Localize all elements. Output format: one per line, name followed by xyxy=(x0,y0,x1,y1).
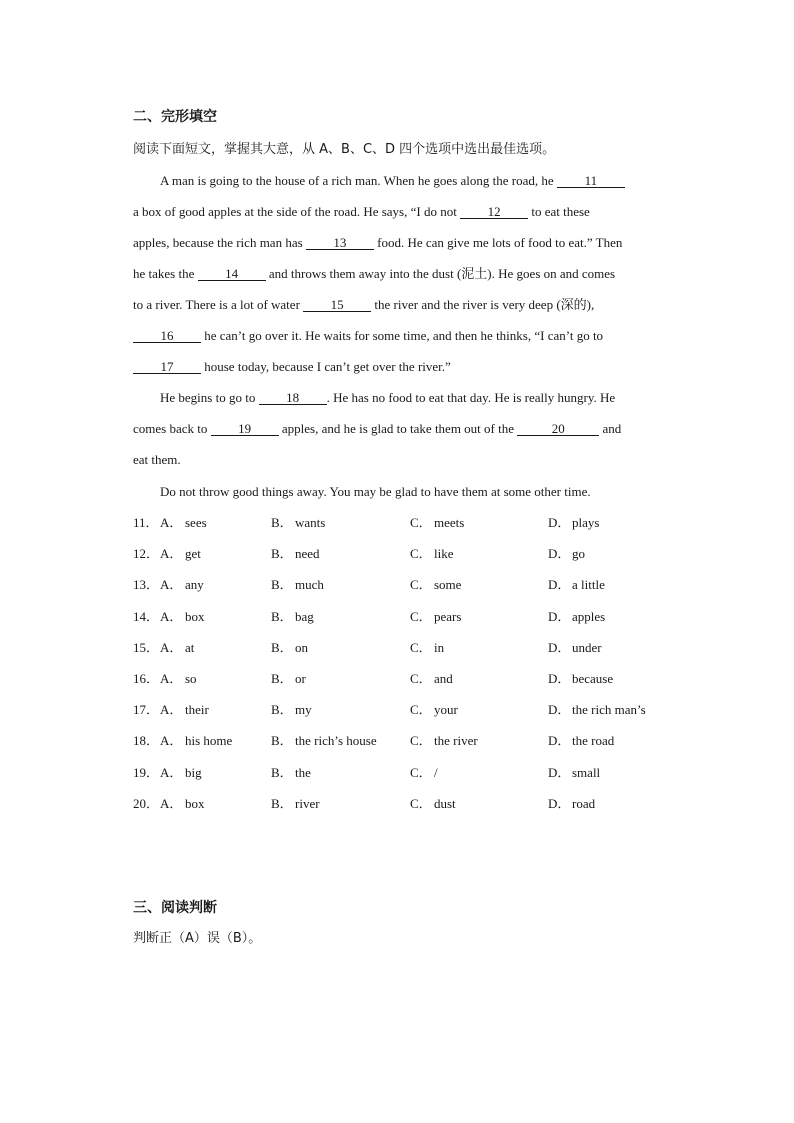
option-text-b: the xyxy=(295,765,311,780)
passage-line-11 xyxy=(133,482,700,502)
passage-text: he can’t go over it. He waits for some time, and then he thinks, “I can’t go to xyxy=(201,328,604,343)
option-letter-d: D． xyxy=(548,577,571,592)
passage-line-5 xyxy=(133,295,673,315)
option-letter-d: D． xyxy=(548,796,571,811)
option-letter-d: D． xyxy=(548,671,571,686)
option-letter-d: D． xyxy=(548,515,571,530)
option-text-a: box xyxy=(185,609,205,624)
passage-text: and xyxy=(599,421,622,436)
passage-line-1 xyxy=(133,171,700,191)
option-text-b: the rich’s house xyxy=(295,733,377,748)
blank-20: 20 xyxy=(517,422,599,436)
option-text-c: pears xyxy=(434,609,462,624)
option-letter-b: B． xyxy=(271,546,293,561)
blank-18: 18 xyxy=(259,391,327,405)
option-text-c: the river xyxy=(434,733,478,748)
question-number: 13． xyxy=(133,577,160,592)
passage-text: he takes the xyxy=(133,266,198,281)
section-title-cloze: 二、完形填空 xyxy=(133,109,217,125)
option-letter-b: B． xyxy=(271,671,293,686)
option-letter-a: A． xyxy=(160,765,183,780)
option-text-b: much xyxy=(295,577,324,592)
option-letter-c: C． xyxy=(410,577,432,592)
option-letter-c: C． xyxy=(410,546,432,561)
question-number: 15． xyxy=(133,640,160,655)
option-text-a: at xyxy=(185,640,195,655)
passage-text: . He has no food to eat that day. He is really hungry. He xyxy=(326,390,616,405)
passage-line-9 xyxy=(133,419,673,439)
passage-text: food. He can give me lots of food to eat.” Then xyxy=(373,235,623,250)
passage-line-2 xyxy=(133,202,673,222)
blank-11: 11 xyxy=(557,174,625,188)
option-text-d: the road xyxy=(572,733,615,748)
option-letter-d: D． xyxy=(548,702,571,717)
option-text-d: plays xyxy=(572,515,600,530)
option-letter-b: B． xyxy=(271,515,293,530)
option-text-c: dust xyxy=(434,796,456,811)
passage-text: comes back to xyxy=(133,421,211,436)
option-text-d: under xyxy=(572,640,602,655)
option-text-a: box xyxy=(185,796,205,811)
section-instruction-cloze: 阅读下面短文，掌握其大意，从 A、B、C、D 四个选项中选出最佳选项。 xyxy=(133,142,556,157)
option-text-d: small xyxy=(572,765,601,780)
option-letter-b: B． xyxy=(271,702,293,717)
passage-line-4 xyxy=(133,264,673,284)
option-letter-a: A． xyxy=(160,515,183,530)
option-letter-c: C． xyxy=(410,702,432,717)
option-text-b: river xyxy=(295,796,320,811)
question-row-15 xyxy=(133,638,673,658)
passage-text: apples, and he is glad to take them out of the xyxy=(278,421,518,436)
blank-14: 14 xyxy=(198,267,266,281)
option-letter-b: B． xyxy=(271,577,293,592)
passage-text: a box of good apples at the side of the road. He says, “I do not xyxy=(133,204,461,219)
passage-text: and throws them away into the dust (泥土). He goes on and comes xyxy=(265,266,616,281)
option-text-c: / xyxy=(434,765,438,780)
section-instruction-reading-judgment: 判断正（A）误（B）。 xyxy=(133,931,262,946)
option-text-c: your xyxy=(434,702,458,717)
question-number: 18． xyxy=(133,733,160,748)
option-letter-c: C． xyxy=(410,515,432,530)
question-number: 17． xyxy=(133,702,160,717)
option-text-a: so xyxy=(185,671,197,686)
option-text-c: some xyxy=(434,577,462,592)
option-letter-b: B． xyxy=(271,733,293,748)
passage-line-7 xyxy=(133,357,673,377)
option-text-d: go xyxy=(572,546,585,561)
blank-16: 16 xyxy=(133,329,201,343)
question-row-13 xyxy=(133,575,673,595)
option-letter-a: A． xyxy=(160,733,183,748)
blank-19: 19 xyxy=(211,422,279,436)
section-title-reading-judgment: 三、阅读判断 xyxy=(133,900,217,916)
passage-line-6 xyxy=(133,326,673,346)
option-letter-c: C． xyxy=(410,765,432,780)
question-row-14 xyxy=(133,607,673,627)
question-number: 14． xyxy=(133,609,160,624)
passage-text: Do not throw good things away. You may be glad to have them at some other time. xyxy=(160,484,591,499)
question-number: 19． xyxy=(133,765,160,780)
option-letter-b: B． xyxy=(271,609,293,624)
blank-17: 17 xyxy=(133,360,201,374)
option-text-d: a little xyxy=(572,577,605,592)
option-text-a: their xyxy=(185,702,209,717)
option-text-b: need xyxy=(295,546,320,561)
option-text-d: because xyxy=(572,671,614,686)
option-text-a: any xyxy=(185,577,204,592)
option-letter-d: D． xyxy=(548,640,571,655)
question-row-18 xyxy=(133,731,673,751)
option-letter-a: A． xyxy=(160,546,183,561)
question-number: 20． xyxy=(133,796,160,811)
option-letter-b: B． xyxy=(271,765,293,780)
option-letter-c: C． xyxy=(410,733,432,748)
passage-text: the river and the river is very deep (深的), xyxy=(371,297,595,312)
blank-12: 12 xyxy=(460,205,528,219)
question-row-12 xyxy=(133,544,673,564)
option-letter-b: B． xyxy=(271,640,293,655)
passage-line-3 xyxy=(133,233,673,253)
question-row-11 xyxy=(133,513,673,533)
option-text-b: wants xyxy=(295,515,326,530)
option-letter-a: A． xyxy=(160,577,183,592)
question-row-17 xyxy=(133,700,673,720)
option-letter-a: A． xyxy=(160,671,183,686)
question-number: 11． xyxy=(133,515,159,530)
question-row-20 xyxy=(133,794,673,814)
option-text-c: in xyxy=(434,640,445,655)
option-text-a: get xyxy=(185,546,201,561)
passage-line-10 xyxy=(133,450,673,470)
question-row-16 xyxy=(133,669,673,689)
option-text-d: the rich man’s xyxy=(572,702,646,717)
question-number: 12． xyxy=(133,546,160,561)
question-number: 16． xyxy=(133,671,160,686)
option-letter-a: A． xyxy=(160,640,183,655)
option-letter-d: D． xyxy=(548,609,571,624)
option-letter-c: C． xyxy=(410,671,432,686)
blank-15: 15 xyxy=(303,298,371,312)
option-text-a: his home xyxy=(185,733,233,748)
passage-text: to eat these xyxy=(528,204,590,219)
option-text-b: or xyxy=(295,671,306,686)
passage-text: house today, because I can’t get over the river.” xyxy=(201,359,451,374)
option-text-b: my xyxy=(295,702,312,717)
option-text-c: like xyxy=(434,546,454,561)
option-letter-a: A． xyxy=(160,796,183,811)
option-text-b: bag xyxy=(295,609,314,624)
passage-text: to a river. There is a lot of water xyxy=(133,297,304,312)
passage-line-8 xyxy=(133,388,700,408)
passage-text: He begins to go to xyxy=(160,390,259,405)
option-text-b: on xyxy=(295,640,308,655)
option-text-d: road xyxy=(572,796,596,811)
blank-13: 13 xyxy=(306,236,374,250)
option-letter-c: C． xyxy=(410,796,432,811)
option-letter-c: C． xyxy=(410,640,432,655)
option-letter-b: B． xyxy=(271,796,293,811)
option-text-a: sees xyxy=(185,515,207,530)
option-letter-a: A． xyxy=(160,702,183,717)
option-letter-d: D． xyxy=(548,546,571,561)
option-letter-a: A． xyxy=(160,609,183,624)
passage-text: apples, because the rich man has xyxy=(133,235,306,250)
option-letter-d: D． xyxy=(548,733,571,748)
option-text-c: and xyxy=(434,671,453,686)
passage-text: eat them. xyxy=(133,452,181,467)
option-letter-c: C． xyxy=(410,609,432,624)
passage-text: A man is going to the house of a rich man. When he goes along the road, he xyxy=(160,173,557,188)
option-letter-d: D． xyxy=(548,765,571,780)
question-row-19 xyxy=(133,763,673,783)
option-text-a: big xyxy=(185,765,202,780)
option-text-c: meets xyxy=(434,515,465,530)
option-text-d: apples xyxy=(572,609,606,624)
